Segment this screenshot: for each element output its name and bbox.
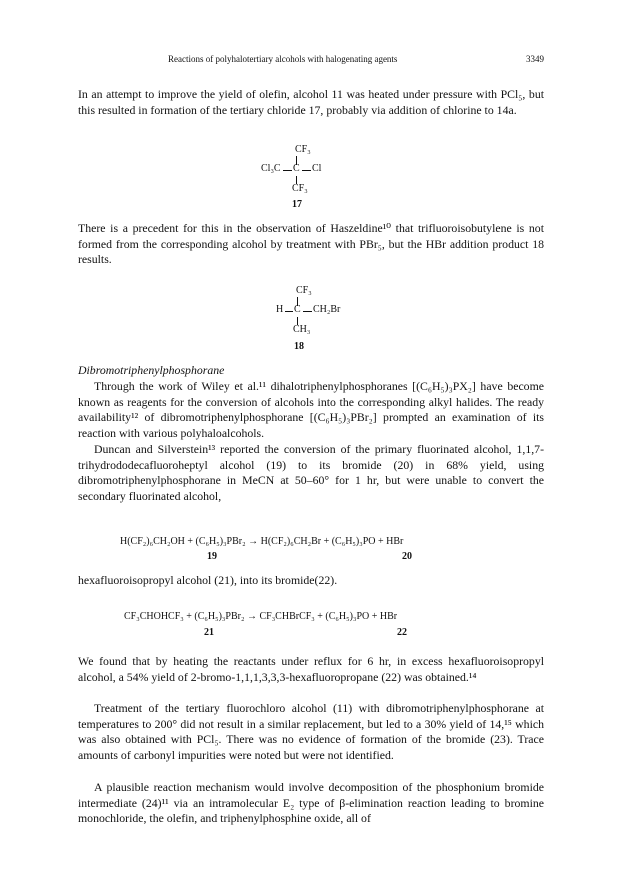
equation-2: CF₃CHOHCF₃ + (C₆H₅)₃PBr₂ → CF₃CHBrCF₃ + (C₆H₅)₃PO + HBr xyxy=(124,611,398,622)
s18-right: CH₂Br xyxy=(313,304,341,315)
s18-bottom: CH₃ xyxy=(293,324,311,335)
equation-2-label-22: 22 xyxy=(397,627,407,638)
s17-right: Cl xyxy=(312,163,322,174)
paragraph-3: Through the work of Wiley et al.¹¹ dihalotriphenylphosphoranes [(C₆H₅)₃PX₂] have become known as reagents for the conversion of alcohols into the corresponding alkyl halides. The ready availability¹² of dibromotriphenylphosphorane [(C₆H₅)₃PBr₂] prompted an examination of its reaction with various polyhaloalcohols. xyxy=(78,379,544,440)
s18-center: C xyxy=(294,304,301,315)
s18-bond-right xyxy=(303,311,312,312)
s17-top: CF₃ xyxy=(295,144,311,155)
section-heading: Dibromotriphenylphosphorane xyxy=(78,363,225,377)
s18-label: 18 xyxy=(294,341,304,352)
equation-1-label-20: 20 xyxy=(402,551,412,562)
s17-bond-left xyxy=(283,170,292,171)
s17-bond-right xyxy=(302,170,311,171)
s18-left: H xyxy=(276,304,284,315)
paragraph-2: There is a precedent for this in the observation of Haszeldine¹⁰ that trifluoroisobutylene is not formed from the corresponding alcohol by treatment with PBr₅, but the HBr addition product 18 results. xyxy=(78,221,544,266)
s17-bottom: CF₃ xyxy=(292,183,308,194)
running-title: Reactions of polyhalotertiary alcohols with halogenating agents xyxy=(168,54,398,64)
paragraph-1: In an attempt to improve the yield of olefin, alcohol 11 was heated under pressure with PCl₅, but this resulted in formation of the tertiary chloride 17, probably via addition of chlorine to 14a. xyxy=(78,87,544,117)
s18-bond-left xyxy=(285,311,293,312)
equation-2-label-21: 21 xyxy=(204,627,214,638)
equation-1: H(CF₂)₆CH₂OH + (C₆H₅)₃PBr₂ → H(CF₂)₆CH₂Br + (C₆H₅)₃PO + HBr xyxy=(120,536,404,547)
page-number: 3349 xyxy=(526,54,544,64)
paragraph-7: Treatment of the tertiary fluorochloro alcohol (11) with dibromotriphenylphosphorane at temperatures to 200° did not result in a similar replacement, but led to a 30% yield of 14,¹⁵ which was also obtained with PCl₅. There was no evidence of formation of the bromide (23). Trace amounts of carbonyl impurities were noted but were not identified. xyxy=(78,701,544,762)
paragraph-8: A plausible reaction mechanism would involve decomposition of the phosphonium bromide intermediate (24)¹¹ via an intramolecular E₂ type of β-elimination reaction leading to bromine monochloride, the olefin, and triphenylphosphine oxide, all of xyxy=(78,780,544,825)
s18-top: CF₃ xyxy=(296,285,312,296)
s17-left: Cl₃C xyxy=(261,163,281,174)
paragraph-6: We found that by heating the reactants under reflux for 6 hr, in excess hexafluoroisopropyl alcohol, a 54% yield of 2-bromo-1,1,1,3,3,3-hexafluoropropane (22) was obtained.¹⁴ xyxy=(78,654,544,684)
s17-center: C xyxy=(293,163,300,174)
s17-label: 17 xyxy=(292,199,302,210)
paragraph-5: hexafluoroisopropyl alcohol (21), into its bromide(22). xyxy=(78,573,338,587)
paragraph-4: Duncan and Silverstein¹³ reported the conversion of the primary fluorinated alcohol, 1,1,7-trihydrododecafluoroheptyl alcohol (19) to its bromide (20) in 68% yield, using dibromotriphenylphosphorane in MeCN at 50–60° for 1 hr, but were unable to convert the secondary fluorinated alcohol, xyxy=(78,442,544,503)
equation-1-label-19: 19 xyxy=(207,551,217,562)
